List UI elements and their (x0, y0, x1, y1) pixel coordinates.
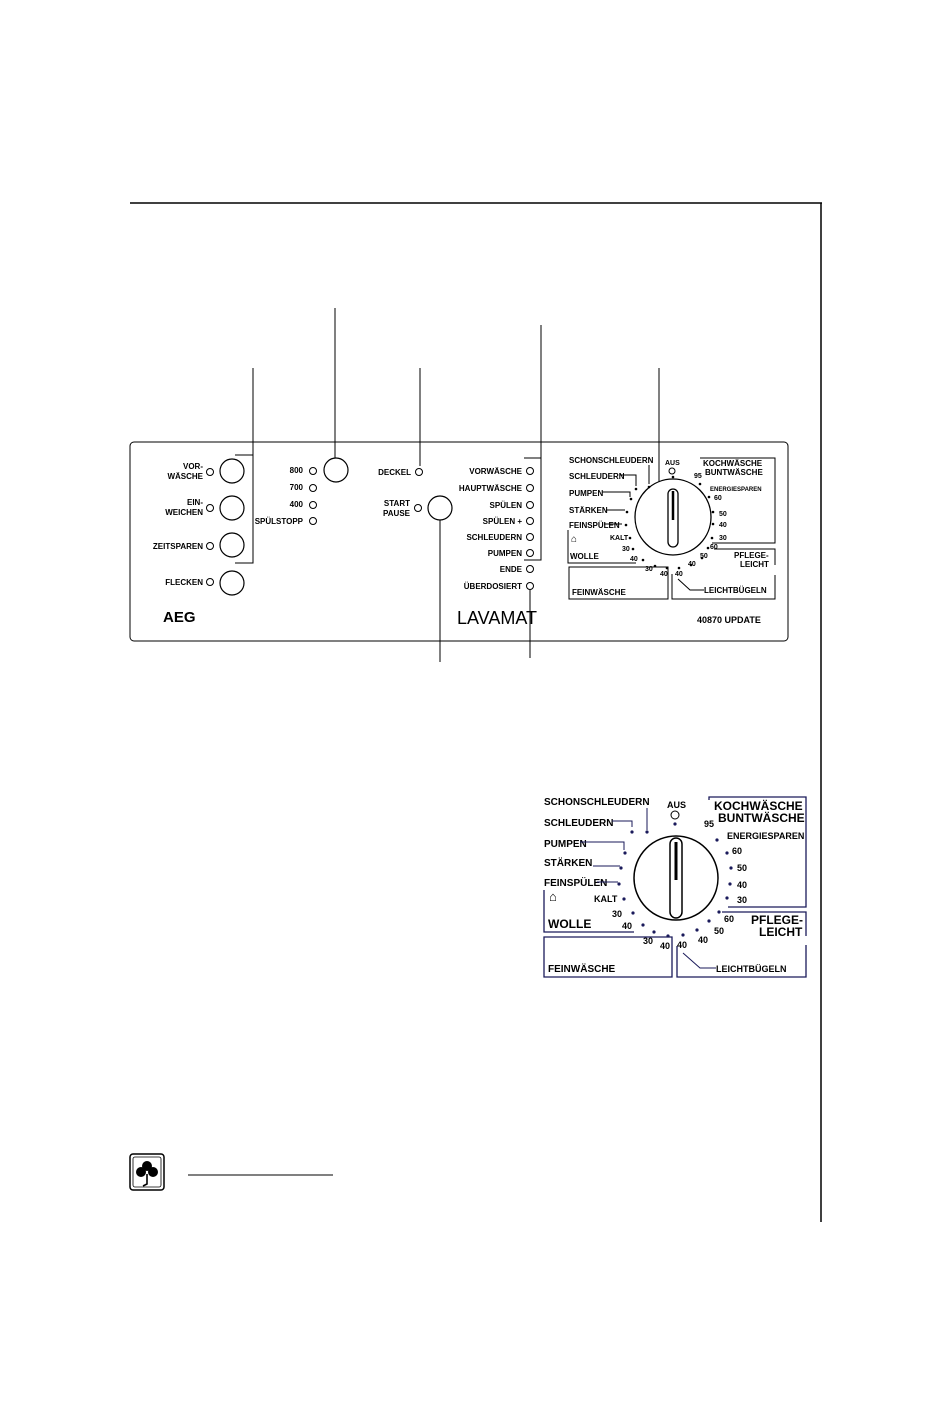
dial-temp: 40 (737, 880, 748, 890)
leicht-leader (678, 579, 704, 590)
wolle-title: WOLLE (548, 917, 592, 931)
spin-led (310, 502, 317, 509)
phase-label: ENDE (499, 565, 522, 574)
phase-led (527, 550, 534, 557)
wolle-icon: ⌂ (549, 889, 557, 904)
dial-left-label: FEINSPÜLEN (544, 878, 608, 889)
spin-led (310, 518, 317, 525)
wolle-icon: ⌂ (571, 534, 578, 545)
dial-temp: 40 (719, 522, 727, 529)
phase-label: SPÜLEN + (482, 517, 522, 526)
push-button[interactable] (220, 459, 244, 483)
option-button-einweichen[interactable] (165, 496, 244, 520)
dial-temp: 40 (688, 561, 696, 568)
dial-temp: 30 (612, 909, 623, 919)
dial-temp: 60 (724, 914, 735, 924)
spin-option-label: 800 (289, 466, 303, 475)
dial-temp: 40 (630, 556, 638, 563)
indicator-led (207, 543, 214, 550)
fein-title: FEINWÄSCHE (572, 588, 626, 597)
off-label: AUS (667, 800, 687, 810)
off-led (671, 811, 679, 819)
energy-label: ENERGIESPAREN (710, 487, 762, 493)
pflege-title: LEICHT (759, 925, 803, 939)
phase-led (527, 518, 534, 525)
push-button[interactable] (220, 496, 244, 520)
dial-left-label: SCHLEUDERN (569, 472, 625, 481)
koch-title: BUNTWÄSCHE (718, 811, 805, 825)
dial-left-label: SCHONSCHLEUDERN (569, 456, 654, 465)
dial-left-label: STÄRKEN (544, 858, 593, 869)
phase-label: VORWÄSCHE (469, 467, 522, 476)
option-button-vorwaesche[interactable] (167, 459, 244, 483)
phase-label: ÜBERDOSIERT (463, 582, 522, 591)
dial-left-label: PUMPEN (569, 489, 604, 498)
phase-label: SPÜLEN (489, 501, 522, 510)
button-label: FLECKEN (165, 578, 203, 587)
koch-title: BUNTWÄSCHE (705, 468, 763, 477)
option-button-flecken[interactable] (165, 571, 244, 595)
product-name: LAVAMAT (457, 608, 538, 628)
push-button[interactable] (220, 533, 244, 557)
program-dial-large (544, 797, 806, 977)
dial-temp: 60 (710, 544, 718, 551)
brand-logo: AEG (163, 609, 196, 626)
dial-temp: 30 (622, 546, 630, 553)
button-label: WEICHEN (165, 508, 203, 517)
off-label: AUS (665, 460, 680, 467)
spin-speed-button[interactable] (324, 458, 348, 482)
spin-led (310, 468, 317, 475)
phase-label: SCHLEUDERN (466, 533, 522, 542)
dial-temp: 40 (698, 935, 709, 945)
leicht-title: LEICHTBÜGELN (704, 586, 767, 595)
dial-temp: 60 (714, 495, 722, 502)
dial-temp: 95 (704, 819, 715, 829)
dial-temp: 40 (677, 940, 688, 950)
start-label: PAUSE (383, 509, 410, 518)
phase-led (527, 468, 534, 475)
dial-temp: 40 (660, 571, 668, 578)
dial-temp: 50 (719, 511, 727, 518)
dial-temp: 60 (732, 846, 743, 856)
dial-temp: 30 (719, 535, 727, 542)
dial-left-label: SCHONSCHLEUDERN (544, 797, 650, 808)
spin-led (310, 485, 317, 492)
dial-left-label: PUMPEN (544, 839, 587, 850)
indicator-led (207, 505, 214, 512)
button-label: ZEITSPAREN (152, 542, 203, 551)
indicator-led (207, 579, 214, 586)
start-label: START (383, 499, 410, 508)
indicator-led (207, 469, 214, 476)
phase-label: HAUPTWÄSCHE (458, 484, 522, 493)
program-dial-small[interactable] (568, 456, 775, 599)
dial-left-label: STÄRKEN (569, 506, 608, 515)
phase-led (527, 485, 534, 492)
spin-option-label: 400 (289, 500, 303, 509)
dial-temp: 50 (700, 553, 708, 560)
phase-indicators (459, 458, 541, 591)
dial-temp: 40 (660, 941, 671, 951)
left-buttons (153, 455, 253, 595)
dial-temp: 40 (622, 921, 633, 931)
model-number: 40870 UPDATE (697, 615, 761, 625)
leader-line (612, 821, 632, 827)
dial-left-label: FEINSPÜLEN (569, 521, 620, 530)
leader-line (602, 492, 630, 497)
fein-title: FEINWÄSCHE (548, 964, 616, 975)
shamrock-icon (130, 1154, 164, 1190)
dial-temp: KALT (594, 894, 618, 904)
dial-temp: 30 (737, 895, 748, 905)
pflege-title: LEICHT (740, 560, 769, 569)
spin-speed-group (255, 458, 348, 526)
phase-led (527, 534, 534, 541)
dial-temp: 30 (645, 566, 653, 573)
off-led (669, 468, 675, 474)
lid-led (416, 469, 423, 476)
koch-title: KOCHWÄSCHE (703, 459, 763, 468)
dial-left-label: SCHLEUDERN (544, 818, 614, 829)
dial-temp: 40 (675, 571, 683, 578)
button-label: EIN- (187, 498, 203, 507)
energy-label: ENERGIESPAREN (727, 831, 805, 841)
start-pause-button[interactable] (428, 496, 452, 520)
phase-led (527, 566, 534, 573)
button-label: VOR- (183, 462, 203, 471)
push-button[interactable] (220, 571, 244, 595)
pflege-title: PFLEGE- (751, 913, 804, 927)
dial-temp: 95 (694, 473, 702, 480)
button-label: WÄSCHE (167, 472, 203, 481)
phase-label: PUMPEN (487, 549, 522, 558)
phase-led (527, 502, 534, 509)
spin-option-label: SPÜLSTOPP (254, 517, 303, 526)
koch-title: KOCHWÄSCHE (714, 799, 803, 813)
pflege-title: PFLEGE- (734, 551, 769, 560)
lid-label: DECKEL (378, 468, 411, 477)
spin-option-label: 700 (289, 483, 303, 492)
phase-led (527, 583, 534, 590)
leicht-leader (683, 953, 716, 968)
dial-temp: 30 (643, 936, 654, 946)
wolle-title: WOLLE (570, 552, 599, 561)
dial-temp: 50 (714, 926, 725, 936)
dial-temp: KALT (610, 535, 629, 542)
control-panel (130, 442, 788, 641)
dial-temp: 50 (737, 863, 748, 873)
option-button-zeitsparen[interactable] (153, 533, 244, 557)
leicht-title: LEICHTBÜGELN (716, 964, 787, 974)
lid-start-group (378, 468, 452, 520)
start-led (415, 505, 422, 512)
